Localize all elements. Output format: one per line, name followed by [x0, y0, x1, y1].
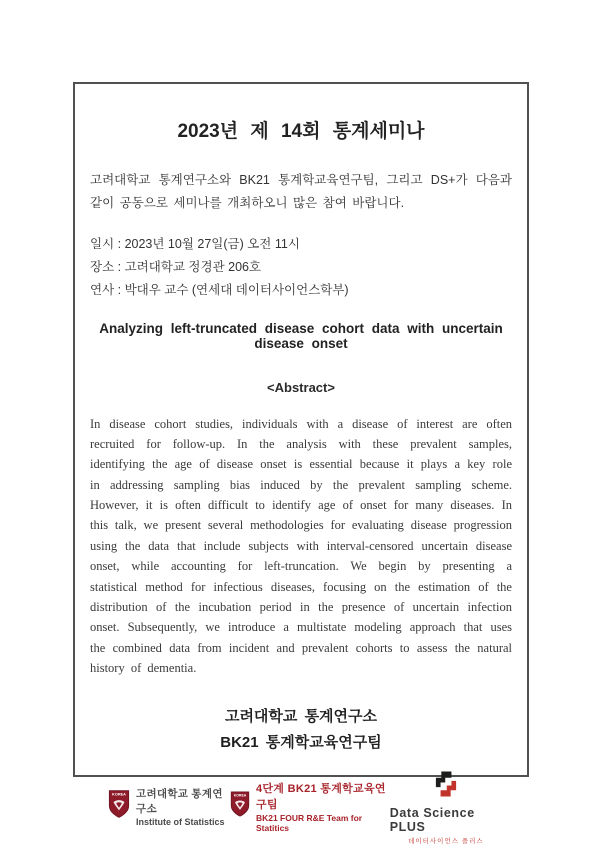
- dsp-logo-title: Data Science PLUS: [389, 806, 475, 835]
- intro-paragraph: 고려대학교 통계연구소와 BK21 통계학교육연구팀, 그리고 DS+가 다음과 같이 공동으로 세미나를 개최하오니 많은 참여 바랍니다.: [90, 173, 512, 211]
- seminar-title: 2023년 제 14회 통계세미나: [177, 121, 425, 142]
- institute-logo-korean-label: 고려대학교 통계연구소: [136, 788, 223, 816]
- logo-institute-of-statistics: [108, 786, 230, 827]
- bk21-logo-english-label: BK21 FOUR R&E Team for Statitics: [255, 813, 363, 834]
- host-org-line1: 고려대학교 통계연구소: [224, 708, 378, 726]
- korea-university-shield-icon: [108, 789, 130, 824]
- detail-location: 장소 : 고려대학교 정경관 206호: [90, 260, 262, 274]
- logo-row: [90, 768, 512, 845]
- svg-text:KOREA: KOREA: [112, 793, 126, 798]
- host-org-line2: BK21 통계학교육연구팀: [220, 733, 382, 751]
- institute-logo-english-label: Institute of Statistics: [136, 817, 225, 828]
- korea-university-shield-icon: [230, 790, 250, 823]
- abstract-body: In disease cohort studies, individuals with a disease of interest are often recruited for follow-up. In the analysis with these prevalent samples, identifying the age of disease onset is essential because it plays a key role in addressing sampling bias induced by the prevalent sampling scheme. However, it is often difficult to identify age of onset for many diseases. In this talk, we present several methodologies for evaluating disease progression using the data that include subjects with interval-censored uncertain disease onset, while accounting for left-truncation. We begin by presenting a statistical method for infectious diseases, focusing on the estimation of the distribution of the incubation period in the presence of uncertain infection onset. Subsequently, we introduce a multistate modeling approach that uses the combined data from incident and prevalent cohorts to assess the natural history of dementia.: [90, 416, 512, 675]
- bk21-logo-korean-label: 4단계 BK21 통계학교육연구팀: [255, 783, 386, 812]
- data-science-plus-icon: [432, 768, 460, 805]
- abstract-heading: <Abstract>: [267, 379, 335, 395]
- seminar-details: [90, 233, 512, 301]
- detail-datetime: 일시 : 2023년 10월 27일(금) 오전 11시: [90, 237, 300, 252]
- svg-text:KOREA: KOREA: [233, 793, 247, 798]
- logo-data-science-plus: [390, 768, 502, 845]
- announcement-frame: [73, 82, 529, 846]
- detail-speaker: 연사 : 박대우 교수 (연세대 데이터사이언스학부): [90, 282, 349, 297]
- logo-bk21-four: [230, 780, 390, 833]
- dsp-logo-subtitle: 데이터사이언스 플러스: [408, 838, 484, 846]
- host-organizations: [90, 704, 512, 755]
- talk-title-english: Analyzing left-truncated disease cohort data with uncertain disease onset: [99, 320, 503, 351]
